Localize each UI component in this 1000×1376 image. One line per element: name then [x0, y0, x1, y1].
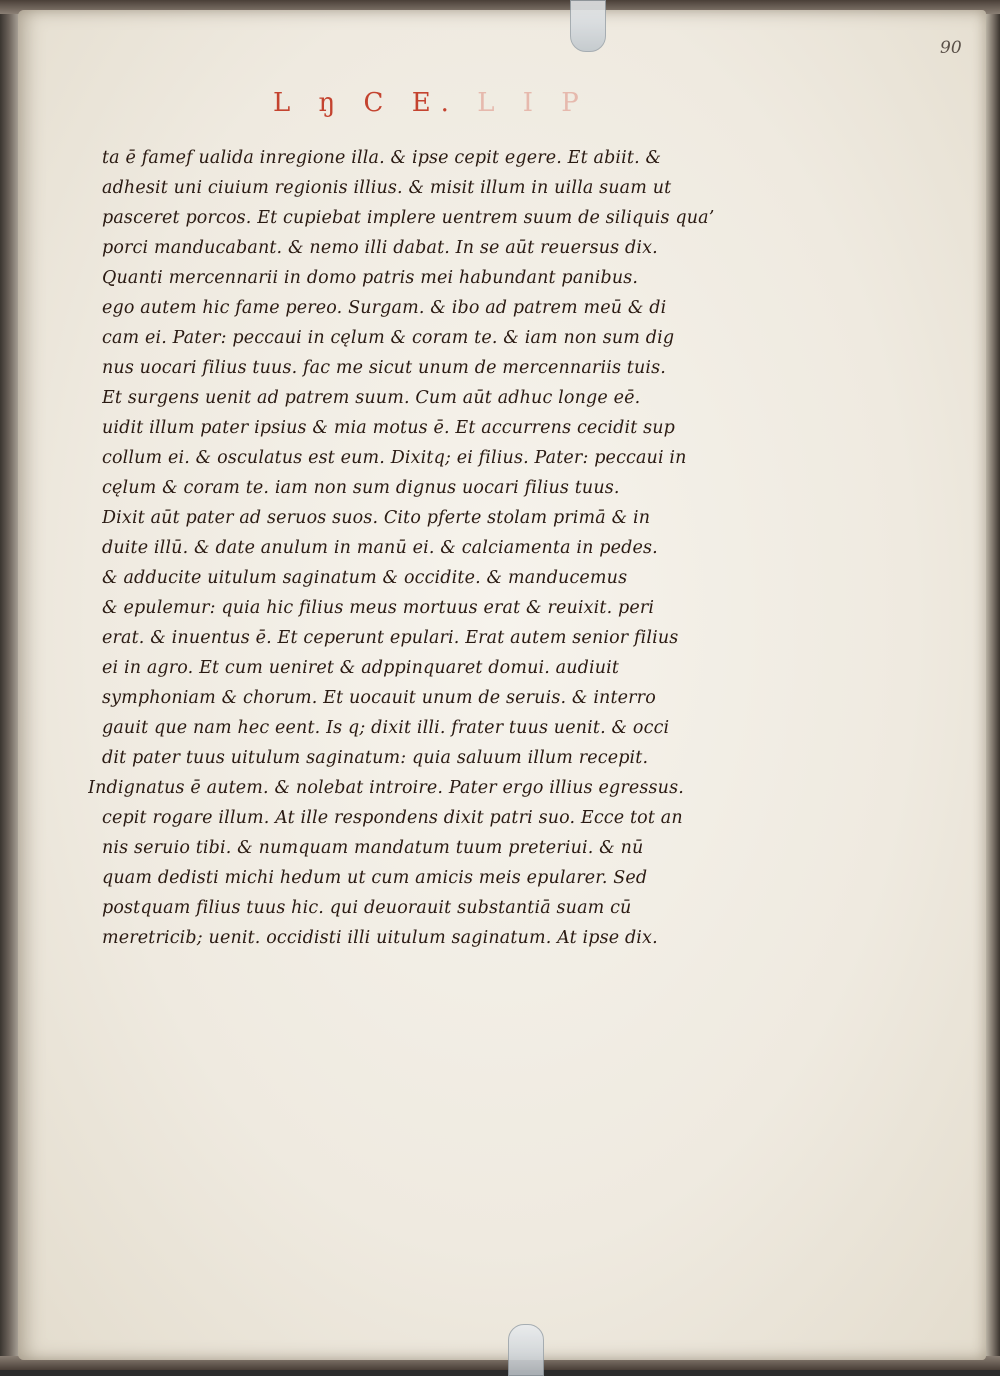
text-line: cęlum & coram te. iam non sum dignus uocari filius tuus. — [102, 478, 620, 498]
text-line: uidit illum pater ipsius & mia motus ē. Et accurrens cecidit sup — [102, 418, 675, 438]
running-title-faint: L I P — [477, 88, 589, 118]
running-title — [273, 88, 589, 118]
text-line: erat. & inuentus ē. Et ceperunt epulari. Erat autem senior filius — [102, 628, 679, 648]
text-line: meretricib; uenit. occidisti illi uitulum saginatum. At ipse dix. — [102, 928, 658, 948]
text-line: ta ē famef ualida inregione illa. & ipse cepit egere. Et abiit. & — [102, 148, 662, 168]
text-line: cam ei. Pater: peccaui in cęlum & coram te. & iam non sum dig — [102, 328, 675, 348]
text-line: dit pater tuus uitulum saginatum: quia saluum illum recepit. — [102, 748, 649, 768]
text-line: Indignatus ē autem. & nolebat introire. Pater ergo illius egressus. — [88, 778, 684, 798]
text-line: Dixit aūt pater ad seruos suos. Cito pferte stolam primā & in — [102, 508, 651, 528]
text-line: symphoniam & chorum. Et uocauit unum de seruis. & interro — [102, 688, 656, 708]
text-line: duite illū. & date anulum in manū ei. & calciamenta in pedes. — [102, 538, 658, 558]
text-line: cepit rogare illum. At ille respondens dixit patri suo. Ecce tot an — [102, 808, 683, 828]
text-line: pasceret porcos. Et cupiebat implere uentrem suum de siliquis qua’ — [102, 208, 715, 228]
text-line: nis seruio tibi. & numquam mandatum tuum preteriui. & nū — [102, 838, 644, 858]
text-line: Quanti mercennarii in domo patris mei habundant panibus. — [102, 268, 639, 288]
folio-number: 90 — [940, 38, 962, 58]
text-line: collum ei. & osculatus est eum. Dixitq; ei filius. Pater: peccaui in — [102, 448, 687, 468]
text-line: Et surgens uenit ad patrem suum. Cum aūt adhuc longe eē. — [102, 388, 641, 408]
text-line: ego autem hic fame pereo. Surgam. & ibo ad patrem meū & di — [102, 298, 667, 318]
text-line: gauit que nam hec eent. Is q; dixit illi. frater tuus uenit. & occi — [102, 718, 670, 738]
text-line: quam dedisti michi hedum ut cum amicis meis epularer. Sed — [102, 868, 648, 888]
text-line: ei in agro. Et cum ueniret & adppinquaret domui. audiuit — [102, 658, 620, 678]
text-line: & adducite uitulum saginatum & occidite. & manducemus — [102, 568, 628, 588]
book-binding-right — [986, 0, 1000, 1370]
text-line: adhesit uni ciuium regionis illius. & misit illum in uilla suam ut — [102, 178, 672, 198]
text-block — [88, 143, 782, 953]
running-title-main: L ŋ C E. — [273, 88, 459, 118]
page-clip-top — [570, 0, 606, 52]
text-line: porci manducabant. & nemo illi dabat. In se aūt reuersus dix. — [102, 238, 658, 258]
text-line: postquam filius tuus hic. qui deuorauit substantiā suam cū — [102, 898, 632, 918]
text-line: & epulemur: quia hic filius meus mortuus erat & reuixit. peri — [102, 598, 655, 618]
text-line: nus uocari filius tuus. fac me sicut unum de mercennariis tuis. — [102, 358, 666, 378]
page-clip-bottom — [508, 1324, 544, 1376]
manuscript-page — [18, 10, 986, 1360]
